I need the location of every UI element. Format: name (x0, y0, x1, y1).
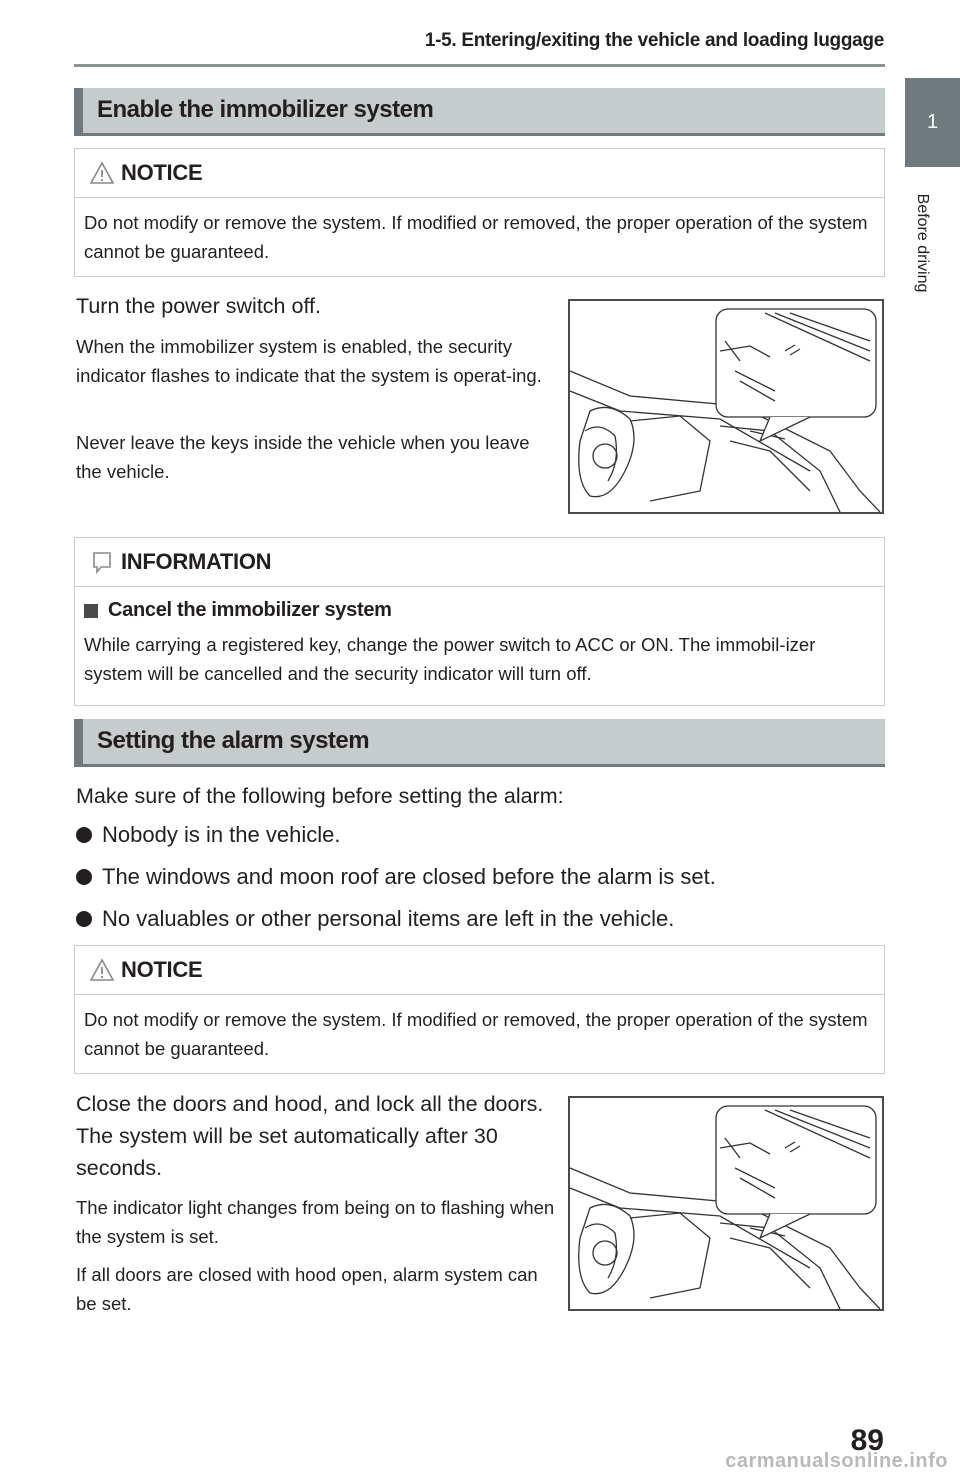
watermark-text: carmanualsonline.info (725, 1450, 948, 1472)
chapter-tab (905, 78, 960, 167)
page-number: 89 (850, 1424, 884, 1457)
bullet-dot-icon (76, 869, 92, 885)
paragraph: When the immobilizer system is enabled, the security indicator flashes to indicate that the system is operat-ing. (76, 336, 542, 386)
list-item-text: No valuables or other personal items are left in the vehicle. (102, 906, 675, 931)
list-item-text: Nobody is in the vehicle. (102, 822, 341, 847)
step-instruction: Turn the power switch off. (76, 294, 321, 318)
dashboard-drawing (570, 1098, 882, 1309)
section-heading-alarm (74, 719, 885, 767)
bullet-dot-icon (76, 827, 92, 843)
dashboard-drawing (570, 301, 882, 512)
intro-text: Make sure of the following before setting the alarm: (76, 784, 564, 808)
list-item (76, 822, 340, 848)
information-box (74, 537, 885, 706)
information-subtitle-text: Cancel the immobilizer system (108, 599, 392, 621)
dashboard-indicator-illustration (568, 1096, 884, 1311)
warning-triangle-icon (89, 958, 115, 982)
chapter-number: 1 (926, 111, 939, 133)
chapter-label-text: Before driving (914, 193, 931, 292)
chapter-label (902, 180, 942, 305)
notice-title-text: NOTICE (121, 160, 203, 185)
information-title (75, 538, 884, 587)
information-body: While carrying a registered key, change the power switch to ACC or ON. The immobil-izer system will be cancelled and the security indicator will turn off. (84, 634, 816, 684)
section-heading-text: Setting the alarm system (97, 727, 370, 754)
header-rule (74, 64, 885, 67)
notice-box (74, 148, 885, 277)
info-note-icon (89, 549, 115, 575)
notice-body: Do not modify or remove the system. If modified or removed, the proper operation of the system cannot be guaranteed. (84, 212, 868, 262)
list-item (76, 864, 716, 890)
notice-title (75, 946, 884, 995)
paragraph: If all doors are closed with hood open, alarm system can be set. (76, 1264, 538, 1314)
warning-triangle-icon (89, 161, 115, 185)
square-bullet-icon (84, 604, 98, 618)
notice-box (74, 945, 885, 1074)
list-item-text: The windows and moon roof are closed before the alarm is set. (102, 864, 716, 889)
step-instruction: Close the doors and hood, and lock all the doors. The system will be set automatically after 30 seconds. (76, 1092, 544, 1180)
paragraph: Never leave the keys inside the vehicle when you leave the vehicle. (76, 432, 530, 482)
list-item (76, 906, 674, 932)
information-subtitle (75, 587, 884, 622)
section-heading-text: Enable the immobilizer system (97, 96, 434, 123)
notice-title (75, 149, 884, 198)
paragraph: The indicator light changes from being on to flashing when the system is set. (76, 1197, 555, 1247)
notice-body: Do not modify or remove the system. If modified or removed, the proper operation of the system cannot be guaranteed. (84, 1009, 868, 1059)
bullet-dot-icon (76, 911, 92, 927)
notice-title-text: NOTICE (121, 957, 203, 982)
section-heading-immobilizer (74, 88, 885, 136)
information-title-text: INFORMATION (121, 549, 272, 574)
running-header: 1-5. Entering/exiting the vehicle and loading luggage (424, 30, 884, 51)
dashboard-indicator-illustration (568, 299, 884, 514)
